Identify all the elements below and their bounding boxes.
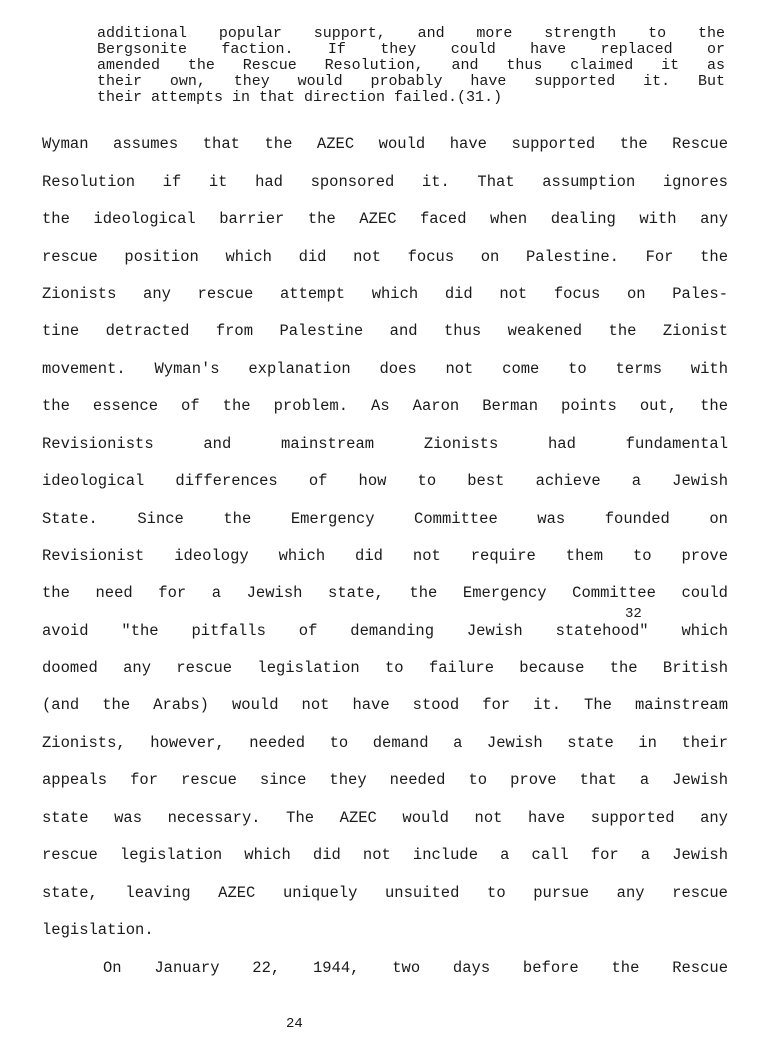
body-line: State. Since the Emergency Committee was founded on bbox=[42, 510, 728, 528]
body-line: the essence of the problem. As Aaron Berman points out, the bbox=[42, 397, 728, 415]
body-line: the need for a Jewish state, the Emergency Committee could bbox=[42, 584, 728, 602]
body-line: tine detracted from Palestine and thus weakened the Zionist bbox=[42, 322, 728, 340]
quote-line: Bergsonite faction. If they could have replaced or bbox=[97, 41, 725, 58]
page-number: 24 bbox=[286, 1016, 303, 1032]
body-line: Zionists, however, needed to demand a Jewish state in their bbox=[42, 734, 728, 752]
body-line: Zionists any rescue attempt which did not focus on Pales- bbox=[42, 285, 728, 303]
body-line: state, leaving AZEC uniquely unsuited to pursue any rescue bbox=[42, 884, 728, 902]
body-line: the ideological barrier the AZEC faced when dealing with any bbox=[42, 210, 728, 228]
quote-line: their own, they would probably have supported it. But bbox=[97, 73, 725, 90]
quote-line: amended the Rescue Resolution, and thus claimed it as bbox=[97, 57, 725, 74]
body-line: ideological differences of how to best achieve a Jewish bbox=[42, 472, 728, 490]
body-line: state was necessary. The AZEC would not have supported any bbox=[42, 809, 728, 827]
body-line: rescue legislation which did not include a call for a Jewish bbox=[42, 846, 728, 864]
body-line: legislation. bbox=[42, 921, 154, 939]
body-line: Resolution if it had sponsored it. That assumption ignores bbox=[42, 173, 728, 191]
body-line: movement. Wyman's explanation does not come to terms with bbox=[42, 360, 728, 378]
quote-line: their attempts in that direction failed.(31.) bbox=[97, 89, 503, 106]
quote-line: additional popular support, and more strength to the bbox=[97, 25, 725, 42]
body-line: avoid "the pitfalls of demanding Jewish statehood" which bbox=[42, 622, 728, 640]
body-line: Revisionist ideology which did not require them to prove bbox=[42, 547, 728, 565]
next-paragraph-line: On January 22, 1944, two days before the Rescue bbox=[103, 959, 728, 977]
body-line: appeals for rescue since they needed to prove that a Jewish bbox=[42, 771, 728, 789]
body-line: (and the Arabs) would not have stood for it. The mainstream bbox=[42, 696, 728, 714]
body-line: Wyman assumes that the AZEC would have supported the Rescue bbox=[42, 135, 728, 153]
footnote-reference: 32 bbox=[625, 606, 642, 622]
body-line: Revisionists and mainstream Zionists had fundamental bbox=[42, 435, 728, 453]
body-line: doomed any rescue legislation to failure because the British bbox=[42, 659, 728, 677]
body-line: rescue position which did not focus on Palestine. For the bbox=[42, 248, 728, 266]
